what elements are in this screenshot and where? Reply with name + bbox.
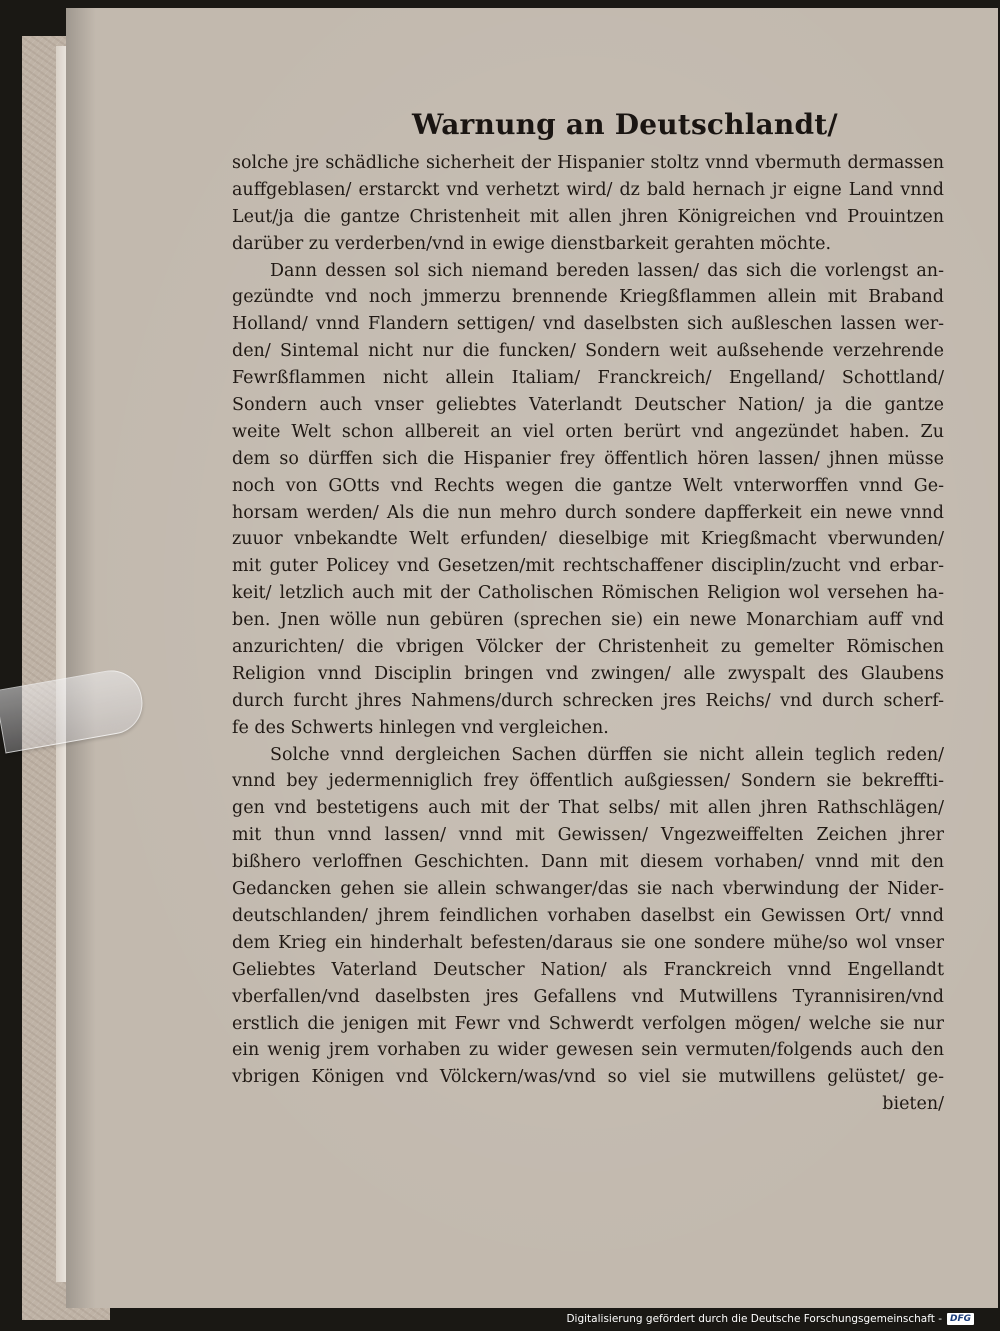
body-text xyxy=(232,150,944,1118)
text-line: mit thun vnnd lassen/ vnnd mit Gewissen/ Vngezweiffelten Zeichen jhrer xyxy=(232,825,944,846)
text-line: durch furcht jhres Nahmens/durch schrecken jres Reichs/ vnd durch scherf- xyxy=(232,690,944,711)
text-line: Holland/ vnnd Flandern settigen/ vnd daselbsten sich außleschen lassen wer- xyxy=(232,314,944,335)
text-line: erstlich die jenigen mit Fewr vnd Schwerdt verfolgen mögen/ welche sie nur xyxy=(232,1013,944,1034)
text-line: noch von GOtts vnd Rechts wegen die gantze Welt vnterworffen vnnd Ge- xyxy=(232,475,944,496)
text-line: Sondern auch vnser geliebtes Vaterlandt Deutscher Nation/ ja die gantze xyxy=(232,395,944,416)
text-line: gen vnd bestetigens auch mit der That selbs/ mit allen jhren Rathschlägen/ xyxy=(232,798,944,819)
gutter-shadow xyxy=(66,8,96,1308)
text-line: Leut/ja die gantze Christenheit mit allen jhren Königreichen vnd Prouintzen xyxy=(232,206,944,227)
text-line: bißhero verloffnen Geschichten. Dann mit diesem vorhaben/ vnnd mit den xyxy=(232,852,944,873)
text-line: Solche vnnd dergleichen Sachen dürffen sie nicht allein teglich reden/ xyxy=(270,744,944,765)
text-line: vnnd bey jedermenniglich frey öffentlich außgiessen/ Sondern sie bekreffti- xyxy=(232,771,944,792)
text-line: weite Welt schon allbereit an viel orten berürt vnd angezündet haben. Zu xyxy=(232,421,944,442)
text-line: Religion vnnd Disciplin bringen vnd zwingen/ alle zwyspalt des Glaubens xyxy=(232,663,944,684)
credit-text: Digitalisierung gefördert durch die Deutsche Forschungsgemeinschaft - xyxy=(566,1313,942,1325)
text-line: horsam werden/ Als die nun mehro durch sondere dapfferkeit ein newe vnnd xyxy=(232,502,944,523)
text-line: solche jre schädliche sicherheit der Hispanier stoltz vnnd vbermuth dermassen xyxy=(232,153,944,173)
catchword: bieten/ xyxy=(882,1094,944,1115)
text-line: auffgeblasen/ erstarckt vnd verhetzt wird/ dz bald hernach jr eigne Land vnnd xyxy=(232,179,944,200)
text-line: den/ Sintemal nicht nur die funcken/ Sondern weit außsehende verzehrende xyxy=(232,341,944,362)
text-line: dem Krieg ein hinderhalt befesten/daraus sie one sondere mühe/so wol vnser xyxy=(232,932,944,953)
text-line: darüber zu verderben/vnd in ewige dienstbarkeit gerahten möchte. xyxy=(232,233,832,254)
text-line: vberfallen/vnd daselbsten jres Gefallens vnd Mutwillens Tyrannisiren/vnd xyxy=(232,986,944,1007)
digitization-credit xyxy=(566,1313,974,1325)
running-title: Warnung an Deutschlandt/ xyxy=(412,108,838,141)
text-line: Gedancken gehen sie allein schwanger/das sie nach vberwindung der Nider- xyxy=(232,879,944,900)
text-line: gezündte vnd noch jmmerzu brennende Kriegßflammen allein mit Braband xyxy=(232,287,944,308)
text-line: Fewrßflammen nicht allein Italiam/ Franckreich/ Engelland/ Schottland/ xyxy=(232,368,944,389)
dfg-logo: DFG xyxy=(947,1313,974,1325)
text-line: deutschlanden/ jhrem feindlichen vorhaben daselbst ein Gewissen Ort/ vnnd xyxy=(232,905,944,926)
text-line: ben. Jnen wölle nun gebüren (sprechen sie) ein newe Monarchiam auff vnd xyxy=(232,610,944,631)
text-line: fe des Schwerts hinlegen vnd vergleichen. xyxy=(232,717,609,738)
text-line: ein wenig jrem vorhaben zu wider gewesen sein vermuten/folgends auch den xyxy=(232,1040,944,1061)
text-line: keit/ letzlich auch mit der Catholischen Römischen Religion wol versehen ha- xyxy=(232,583,944,604)
text-line: Dann dessen sol sich niemand bereden lassen/ das sich die vorlengst an- xyxy=(270,260,944,281)
text-line: mit guter Policey vnd Gesetzen/mit rechtschaffener disciplin/zucht vnd erbar- xyxy=(232,556,944,577)
text-line: anzurichten/ die vbrigen Völcker der Christenheit zu gemelter Römischen xyxy=(232,637,944,658)
text-line: dem so dürffen sich die Hispanier frey öffentlich hören lassen/ jhnen müsse xyxy=(232,448,944,469)
text-line: zuuor vnbekandte Welt erfunden/ dieselbige mit Kriegßmacht vberwunden/ xyxy=(232,529,944,550)
text-line: vbrigen Königen vnd Völckern/was/vnd so viel sie mutwillens gelüstet/ ge- xyxy=(232,1067,944,1088)
text-line: Geliebtes Vaterland Deutscher Nation/ als Franckreich vnnd Engellandt xyxy=(232,959,944,980)
